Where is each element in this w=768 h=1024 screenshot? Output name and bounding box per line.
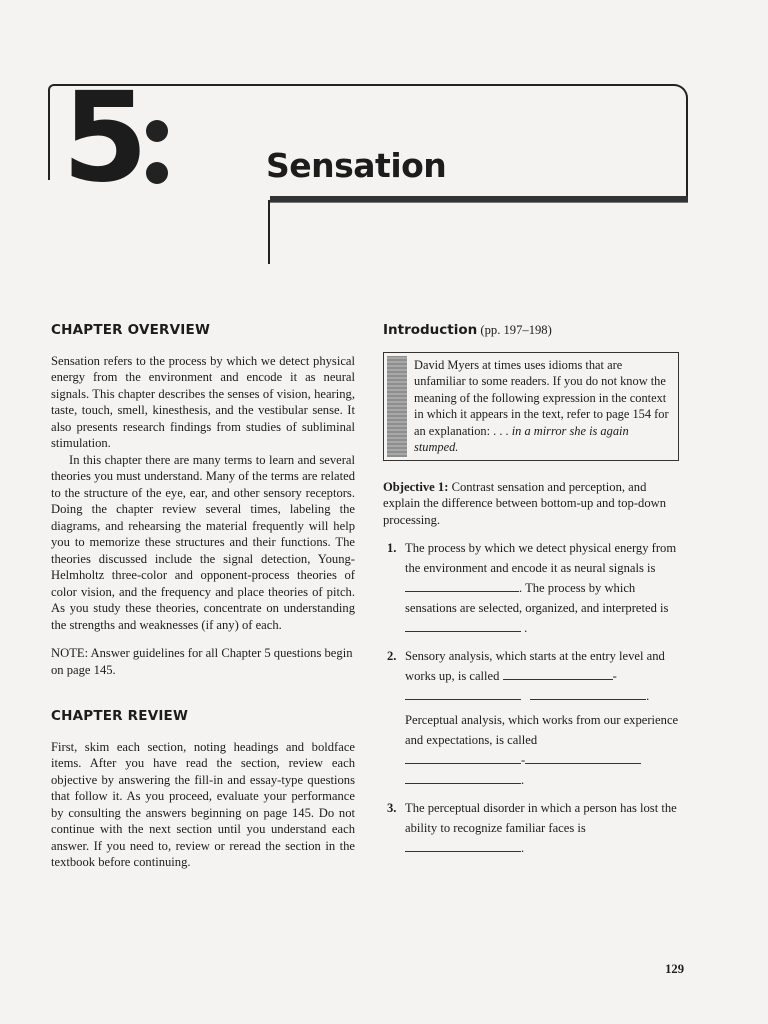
objective-label: Objective 1:	[383, 479, 449, 494]
question-number: 3.	[387, 801, 397, 815]
answer-blank[interactable]	[405, 619, 521, 632]
chapter-overview-heading: CHAPTER OVERVIEW	[51, 322, 211, 338]
answer-blank[interactable]	[530, 687, 646, 700]
answer-line	[405, 750, 679, 770]
question-text: Sensory analysis, which starts at the entry level and works up, is called	[405, 649, 665, 683]
chapter-review-heading: CHAPTER REVIEW	[51, 708, 189, 724]
question-text: -	[612, 669, 617, 683]
question-text: . The process by which sensations are selected, organized, and interpreted is	[405, 581, 669, 615]
answer-blank[interactable]	[405, 771, 521, 784]
overview-paragraph-2: In this chapter there are many terms to learn and several theories you must understand. Many of the terms are related to the structure of the eye, ear, and other sensory receptors. Doing the chapter review several times, labeling the diagrams, and rehearsing the material frequently will help you to memorize these structures and their functions. The theories discussed include the signal detection, Young-Helmholtz three-color and opponent-process theories of color vision, and the frequency and place theories of pitch. As you study these theories, concentrate on understanding the strengths and weaknesses (if any) of each.	[51, 452, 355, 632]
introduction-heading	[383, 322, 679, 339]
answer-blank[interactable]	[405, 579, 519, 592]
introduction-pages: (pp. 197–198)	[480, 323, 552, 337]
question-text: .	[646, 689, 650, 703]
question-text: .	[521, 773, 525, 787]
chapter-colon-mark	[146, 118, 170, 190]
callout-shaded-bar	[387, 356, 407, 457]
chapter-title: Sensation	[266, 146, 447, 185]
introduction-title: Introduction	[383, 322, 478, 338]
chapter-number: 5	[62, 66, 145, 210]
question-number: 1.	[387, 541, 397, 555]
objective-1	[383, 479, 679, 529]
answer-line	[405, 838, 679, 858]
answer-blank[interactable]	[503, 667, 613, 680]
left-column	[51, 322, 355, 871]
overview-paragraph-1: Sensation refers to the process by which we detect physical energy from the environment and encode it as neural signals. This chapter describes the senses of vision, hearing, taste, touch, smell, kinesthesis, and the vestibular sense. It also presents research findings from studies of subliminal stimulation.	[51, 353, 355, 450]
question-number: 2.	[387, 649, 397, 663]
review-paragraph: First, skim each section, noting headings and boldface items. After you have read the section, review each objective by answering the fill-in and essay-type questions that follow it. As you proceed, evaluate your performance by consulting the answers beginning on page 145. Do not continue with the next section until you understand each answer. If you need to, review or reread the section in the textbook before continuing.	[51, 739, 355, 869]
answer-blank[interactable]	[525, 751, 641, 764]
header-frame-gap	[44, 180, 54, 200]
question-text: -	[521, 753, 526, 767]
page-number: 129	[665, 962, 684, 976]
question-list	[383, 538, 679, 858]
objective-text: Contrast sensation and perception, and explain the difference between bottom-up and top-down processing.	[383, 479, 667, 527]
right-column	[383, 322, 679, 866]
answer-blank[interactable]	[405, 687, 521, 700]
question-3	[383, 798, 679, 858]
answer-blank[interactable]	[405, 751, 521, 764]
answer-line	[405, 686, 679, 706]
question-text: The process by which we detect physical energy from the environment and encode it as neural signals is	[405, 541, 677, 575]
callout-idiom: in a mirror she is again stumped.	[414, 423, 629, 454]
question-2	[383, 646, 679, 790]
question-text: The perceptual disorder in which a person has lost the ability to recognize familiar faces is	[405, 801, 677, 835]
question-text: Perceptual analysis, which works from our experience and expectations, is called	[405, 713, 679, 747]
question-1	[383, 538, 679, 638]
answer-note: NOTE: Answer guidelines for all Chapter 5 questions begin on page 145.	[51, 646, 353, 677]
answer-line	[405, 770, 679, 790]
idiom-callout-box	[383, 352, 679, 461]
question-text: .	[524, 621, 528, 635]
title-rule	[270, 196, 688, 203]
question-text: .	[521, 841, 525, 855]
callout-text: David Myers at times uses idioms that are unfamiliar to some readers. If you do not know the meaning of the following expression in the context in which it appears in the text, refer to page 154 for an explanation: . . .	[414, 357, 669, 438]
title-rule-tick	[268, 200, 270, 264]
answer-blank[interactable]	[405, 839, 521, 852]
